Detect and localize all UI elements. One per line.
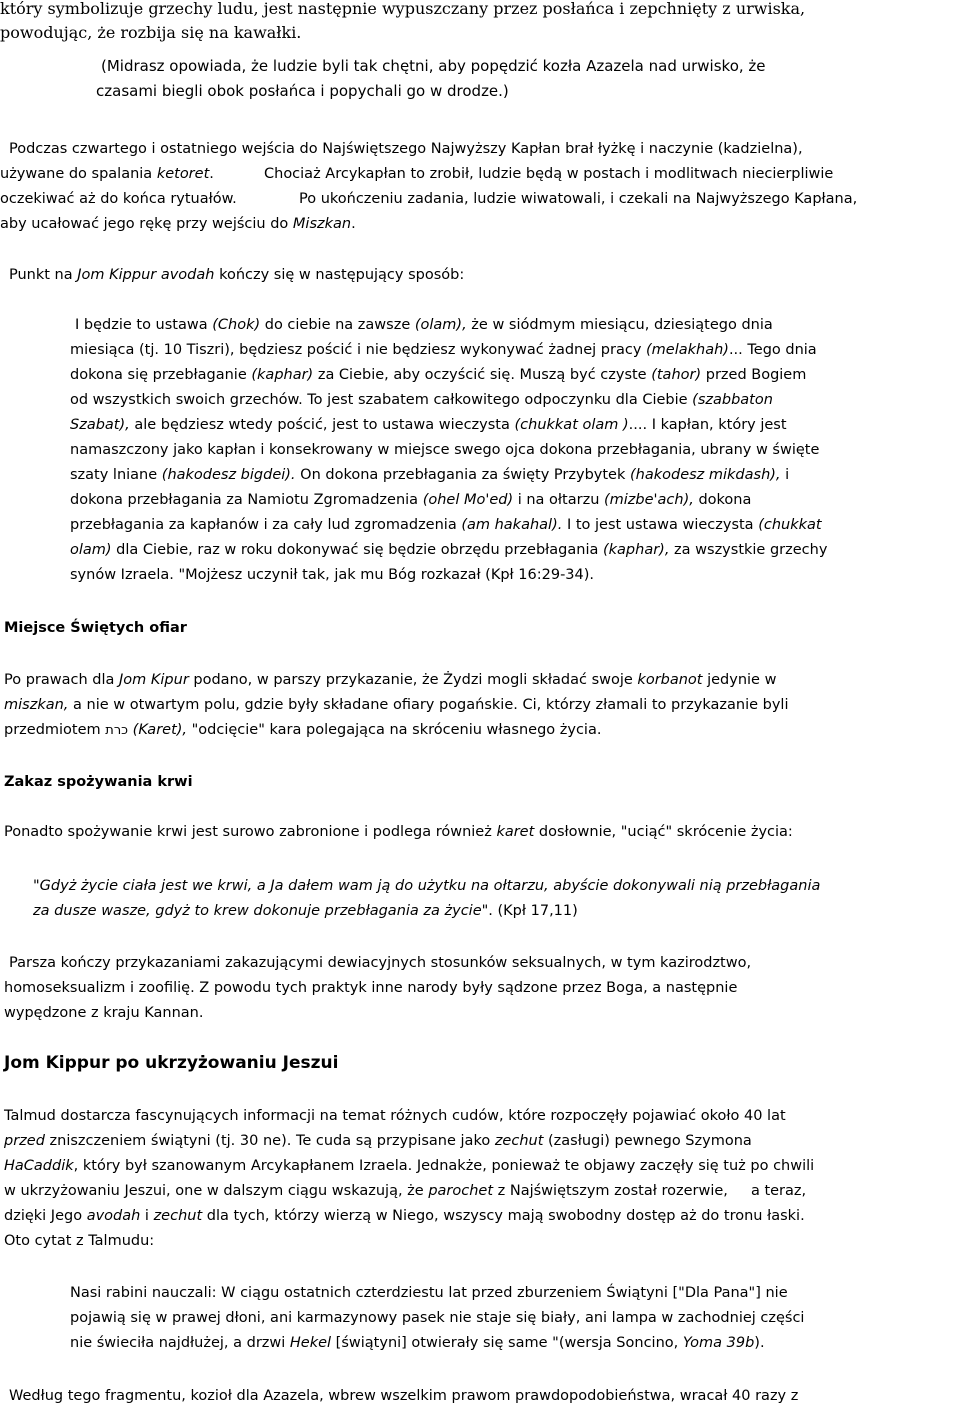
p5-line-1: "Gdyż życie ciała jest we krwi, a Ja dałem wam ją do użytku na ołtarzu, abyście dokonywali nią przebłagania xyxy=(33,878,821,894)
quote-line-6: namaszczony jako kapłan i konsekrowany w miejsce swego ojca dokona przebłagania, ubrany w święte xyxy=(70,442,820,458)
p7-line-6: Oto cytat z Talmudu: xyxy=(4,1233,155,1249)
quote-line-5: Szabat), ale będziesz wtedy pościć, jest to ustawa wieczysta (chukkat olam ).... I kapłan, który jest xyxy=(70,417,787,433)
quote-line-10: olam) dla Ciebie, raz w roku dokonywać się będzie obrzędu przebłagania (kaphar), za wszystkie grzechy xyxy=(70,542,828,558)
p6-line-1: Parsza kończy przykazaniami zakazującymi dewiacyjnych stosunków seksualnych, w tym kazirodztwo, xyxy=(9,955,752,971)
p1-line-2: używane do spalania ketoret. xyxy=(0,166,214,182)
quote-line-2: miesiąca (tj. 10 Tiszri), będziesz pościć i nie będziesz wykonywać żadnej pracy (melakhah)... Tego dnia xyxy=(70,342,817,358)
quote-line-11: synów Izraela. "Mojżesz uczynił tak, jak mu Bóg rozkazał (Kpł 16:29-34). xyxy=(70,567,595,583)
p8-line-1: Nasi rabini nauczali: W ciągu ostatnich czterdziestu lat przed zburzeniem Świątyni ["Dla Pana"] nie xyxy=(70,1285,788,1301)
p7-line-5: dzięki Jego avodah i zechut dla tych, którzy wierzą w Niego, wszyscy mają swobodny dostęp aż do tronu łaski. xyxy=(4,1208,805,1224)
p1-line-1: Podczas czwartego i ostatniego wejścia do Najświętszego Najwyższy Kapłan brał łyżkę i naczynie (kadzielna), xyxy=(9,141,803,157)
quote-line-7: szaty lniane (hakodesz bigdei). On dokona przebłagania za święty Przybytek (hakodesz mikdash), i xyxy=(70,467,790,483)
p1-line-3: Chociaż Arcykapłan to zrobił, ludzie będą w postach i modlitwach niecierpliwie xyxy=(264,166,834,182)
p5-line-2: za dusze wasze, gdyż to krew dokonuje przebłagania za życie". (Kpł 17,11) xyxy=(33,903,578,919)
heading-zakaz-spozywania-krwi: Zakaz spożywania krwi xyxy=(4,774,193,790)
quote-line-1: I będzie to ustawa (Chok) do ciebie na zawsze (olam), że w siódmym miesiącu, dziesiątego dnia xyxy=(75,317,773,333)
p2-line: Punkt na Jom Kippur avodah kończy się w następujący sposób: xyxy=(9,267,465,283)
quote-line-8: dokona przebłagania za Namiotu Zgromadzenia (ohel Mo'ed) i na ołtarzu (mizbe'ach), dokona xyxy=(70,492,752,508)
p7-line-1: Talmud dostarcza fascynujących informacji na temat różnych cudów, które rozpoczęły pojawiać około 40 lat xyxy=(4,1108,786,1124)
quote-line-9: przebłagania za kapłanów i za cały lud zgromadzenia (am hakahal). I to jest ustawa wieczysta (chukkat xyxy=(70,517,822,533)
p6-line-2: homoseksualizm i zoofilię. Z powodu tych praktyk inne narody były sądzone przez Boga, a następnie xyxy=(4,980,738,996)
p1-line-5: Po ukończeniu zadania, ludzie wiwatowali, i czekali na Najwyższego Kapłana, xyxy=(299,191,858,207)
p6-line-3: wypędzone z kraju Kannan. xyxy=(4,1005,204,1021)
p4-line: Ponadto spożywanie krwi jest surowo zabronione i podlega również karet dosłownie, "uciąć" skrócenie życia: xyxy=(4,824,793,840)
p3-line-1: Po prawach dla Jom Kipur podano, w parszy przykazanie, że Żydzi mogli składać swoje korbanot jedynie w xyxy=(4,672,777,688)
intro-line-2: powodując, że rozbija się na kawałki. xyxy=(0,23,302,42)
p8-line-2: pojawią się w prawej dłoni, ani karmazynowy pasek nie staje się biały, ani lampa w zachodniej części xyxy=(70,1310,805,1326)
midrash-line-1: (Midrasz opowiada, że ludzie byli tak chętni, aby popędzić kozła Azazela nad urwisko, że xyxy=(101,57,766,75)
heading-miejsce-swietych-ofiar: Miejsce Świętych ofiar xyxy=(4,620,187,636)
heading-jom-kippur-po-ukrzyzowaniu: Jom Kippur po ukrzyżowaniu Jeszui xyxy=(4,1053,339,1073)
p7-line-3: HaCaddik, który był szanowanym Arcykapłanem Izraela. Jednakże, ponieważ te objawy zaczęły się tuż po chwili xyxy=(4,1158,815,1174)
quote-line-3: dokona się przebłaganie (kaphar) za Ciebie, aby oczyścić się. Muszą być czyste (tahor) przed Bogiem xyxy=(70,367,807,383)
midrash-line-2: czasami biegli obok posłańca i popychali go w drodze.) xyxy=(96,82,509,100)
p3-line-3: przedmiotem כרת (Karet), "odcięcie" kara polegająca na skróceniu własnego życia. xyxy=(4,722,602,738)
p7-line-4: w ukrzyżowaniu Jeszui, one w dalszym ciągu wskazują, że parochet z Najświętszym został rozerwie, a teraz, xyxy=(4,1183,807,1199)
karet-hebrew-word: כרת xyxy=(105,723,129,738)
intro-line-1: który symbolizuje grzechy ludu, jest następnie wypuszczany przez posłańca i zepchnięty z urwiska, xyxy=(0,0,806,18)
p1-line-6: aby ucałować jego rękę przy wejściu do Miszkan. xyxy=(0,216,356,232)
p3-line-2: miszkan, a nie w otwartym polu, gdzie były składane ofiary pogańskie. Ci, którzy złamali to przykazanie byli xyxy=(4,697,789,713)
quote-line-4: od wszystkich swoich grzechów. To jest szabatem całkowitego odpoczynku dla Ciebie (szabbaton xyxy=(70,392,773,408)
p7-line-2: przed zniszczeniem świątyni (tj. 30 ne). Te cuda są przypisane jako zechut (zasługi) pewnego Szymona xyxy=(4,1133,752,1149)
p8-line-3: nie świeciła najdłużej, a drzwi Hekel [świątyni] otwierały się same "(wersja Soncino, Yoma 39b). xyxy=(70,1335,765,1351)
p9-line-1: Według tego fragmentu, kozioł dla Azazela, wbrew wszelkim prawom prawdopodobieństwa, wracał 40 razy z xyxy=(9,1388,799,1404)
p1-line-4: oczekiwać aż do końca rytuałów. xyxy=(0,191,237,207)
